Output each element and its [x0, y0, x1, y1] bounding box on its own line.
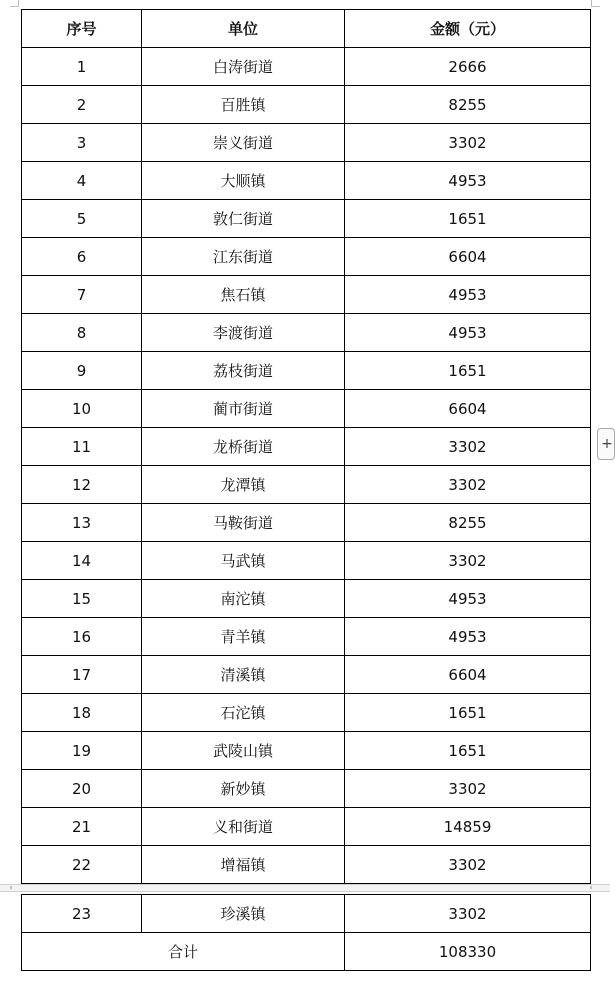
table-row [22, 694, 591, 732]
cell-unit[interactable]: 焦石镇 [142, 276, 345, 314]
table-row [22, 580, 591, 618]
add-row-button[interactable] [597, 428, 615, 460]
cell-index[interactable]: 1 [22, 48, 142, 86]
cell-amount[interactable]: 6604 [345, 390, 591, 428]
cell-amount[interactable]: 8255 [345, 86, 591, 124]
cell-unit[interactable]: 龙潭镇 [142, 466, 345, 504]
table-header-row [22, 10, 591, 48]
cell-index[interactable]: 5 [22, 200, 142, 238]
cell-unit[interactable]: 清溪镇 [142, 656, 345, 694]
cell-index[interactable]: 8 [22, 314, 142, 352]
table-row [22, 352, 591, 390]
cell-unit[interactable]: 李渡街道 [142, 314, 345, 352]
cell-index[interactable]: 16 [22, 618, 142, 656]
cell-amount[interactable]: 1651 [345, 732, 591, 770]
cell-index[interactable]: 10 [22, 390, 142, 428]
cell-index[interactable]: 21 [22, 808, 142, 846]
table-row [22, 428, 591, 466]
table-row [22, 314, 591, 352]
margin-guide-top-right [591, 0, 600, 7]
table-row [22, 808, 591, 846]
cell-index[interactable]: 11 [22, 428, 142, 466]
cell-unit[interactable]: 珍溪镇 [142, 895, 345, 933]
table-row [22, 504, 591, 542]
total-label[interactable]: 合计 [22, 933, 345, 971]
cell-unit[interactable]: 百胜镇 [142, 86, 345, 124]
cell-index[interactable]: 9 [22, 352, 142, 390]
cell-index[interactable]: 13 [22, 504, 142, 542]
cell-unit[interactable]: 增福镇 [142, 846, 345, 884]
total-row [22, 933, 591, 971]
cell-index[interactable]: 15 [22, 580, 142, 618]
header-amount[interactable]: 金额（元） [345, 10, 591, 48]
table-row [22, 162, 591, 200]
page-break-separator [0, 884, 610, 892]
table-body [22, 48, 591, 884]
table-row [22, 276, 591, 314]
cell-amount[interactable]: 6604 [345, 656, 591, 694]
cell-index[interactable]: 19 [22, 732, 142, 770]
cell-amount[interactable]: 4953 [345, 276, 591, 314]
cell-amount[interactable]: 3302 [345, 895, 591, 933]
table-row [22, 618, 591, 656]
cell-index[interactable]: 6 [22, 238, 142, 276]
allocation-table-continued [21, 894, 591, 971]
cell-unit[interactable]: 马鞍街道 [142, 504, 345, 542]
cell-unit[interactable]: 白涛街道 [142, 48, 345, 86]
table-row [22, 846, 591, 884]
cell-amount[interactable]: 4953 [345, 314, 591, 352]
table-row [22, 770, 591, 808]
table-row [22, 124, 591, 162]
cell-amount[interactable]: 2666 [345, 48, 591, 86]
cell-unit[interactable]: 石沱镇 [142, 694, 345, 732]
table-row [22, 895, 591, 933]
cell-unit[interactable]: 敦仁街道 [142, 200, 345, 238]
margin-guide-top-left [10, 0, 19, 7]
cell-amount[interactable]: 3302 [345, 124, 591, 162]
table-row [22, 200, 591, 238]
cell-amount[interactable]: 1651 [345, 694, 591, 732]
cell-amount[interactable]: 4953 [345, 162, 591, 200]
cell-unit[interactable]: 新妙镇 [142, 770, 345, 808]
cell-index[interactable]: 20 [22, 770, 142, 808]
cell-amount[interactable]: 1651 [345, 352, 591, 390]
cell-index[interactable]: 23 [22, 895, 142, 933]
cell-unit[interactable]: 大顺镇 [142, 162, 345, 200]
cell-unit[interactable]: 蔺市街道 [142, 390, 345, 428]
cell-unit[interactable]: 青羊镇 [142, 618, 345, 656]
cell-amount[interactable]: 8255 [345, 504, 591, 542]
table-row [22, 48, 591, 86]
header-unit[interactable]: 单位 [142, 10, 345, 48]
cell-amount[interactable]: 6604 [345, 238, 591, 276]
header-index[interactable]: 序号 [22, 10, 142, 48]
cell-index[interactable]: 4 [22, 162, 142, 200]
table-row [22, 86, 591, 124]
cell-index[interactable]: 18 [22, 694, 142, 732]
cell-amount[interactable]: 4953 [345, 580, 591, 618]
cell-unit[interactable]: 江东街道 [142, 238, 345, 276]
cell-unit[interactable]: 武陵山镇 [142, 732, 345, 770]
page-break-mark-right [590, 886, 592, 889]
cell-unit[interactable]: 荔枝街道 [142, 352, 345, 390]
cell-index[interactable]: 2 [22, 86, 142, 124]
cell-amount[interactable]: 3302 [345, 466, 591, 504]
cell-unit[interactable]: 南沱镇 [142, 580, 345, 618]
table-row [22, 466, 591, 504]
cell-unit[interactable]: 崇义街道 [142, 124, 345, 162]
cell-amount[interactable]: 14859 [345, 808, 591, 846]
plus-icon: + [601, 436, 613, 452]
table-row [22, 656, 591, 694]
table-row [22, 732, 591, 770]
table-row [22, 238, 591, 276]
cell-index[interactable]: 3 [22, 124, 142, 162]
cell-index[interactable]: 7 [22, 276, 142, 314]
cell-amount[interactable]: 1651 [345, 200, 591, 238]
cell-unit[interactable]: 龙桥街道 [142, 428, 345, 466]
table-row [22, 390, 591, 428]
allocation-table [21, 9, 591, 884]
cell-amount[interactable]: 3302 [345, 846, 591, 884]
cell-unit[interactable]: 马武镇 [142, 542, 345, 580]
total-amount[interactable]: 108330 [345, 933, 591, 971]
cell-unit[interactable]: 义和街道 [142, 808, 345, 846]
page-break-mark-left [10, 886, 12, 889]
cell-amount[interactable]: 3302 [345, 770, 591, 808]
cell-amount[interactable]: 3302 [345, 428, 591, 466]
cell-index[interactable]: 22 [22, 846, 142, 884]
table-body-continued [22, 895, 591, 933]
cell-amount[interactable]: 3302 [345, 542, 591, 580]
table-row [22, 542, 591, 580]
cell-index[interactable]: 17 [22, 656, 142, 694]
cell-index[interactable]: 14 [22, 542, 142, 580]
cell-amount[interactable]: 4953 [345, 618, 591, 656]
cell-index[interactable]: 12 [22, 466, 142, 504]
